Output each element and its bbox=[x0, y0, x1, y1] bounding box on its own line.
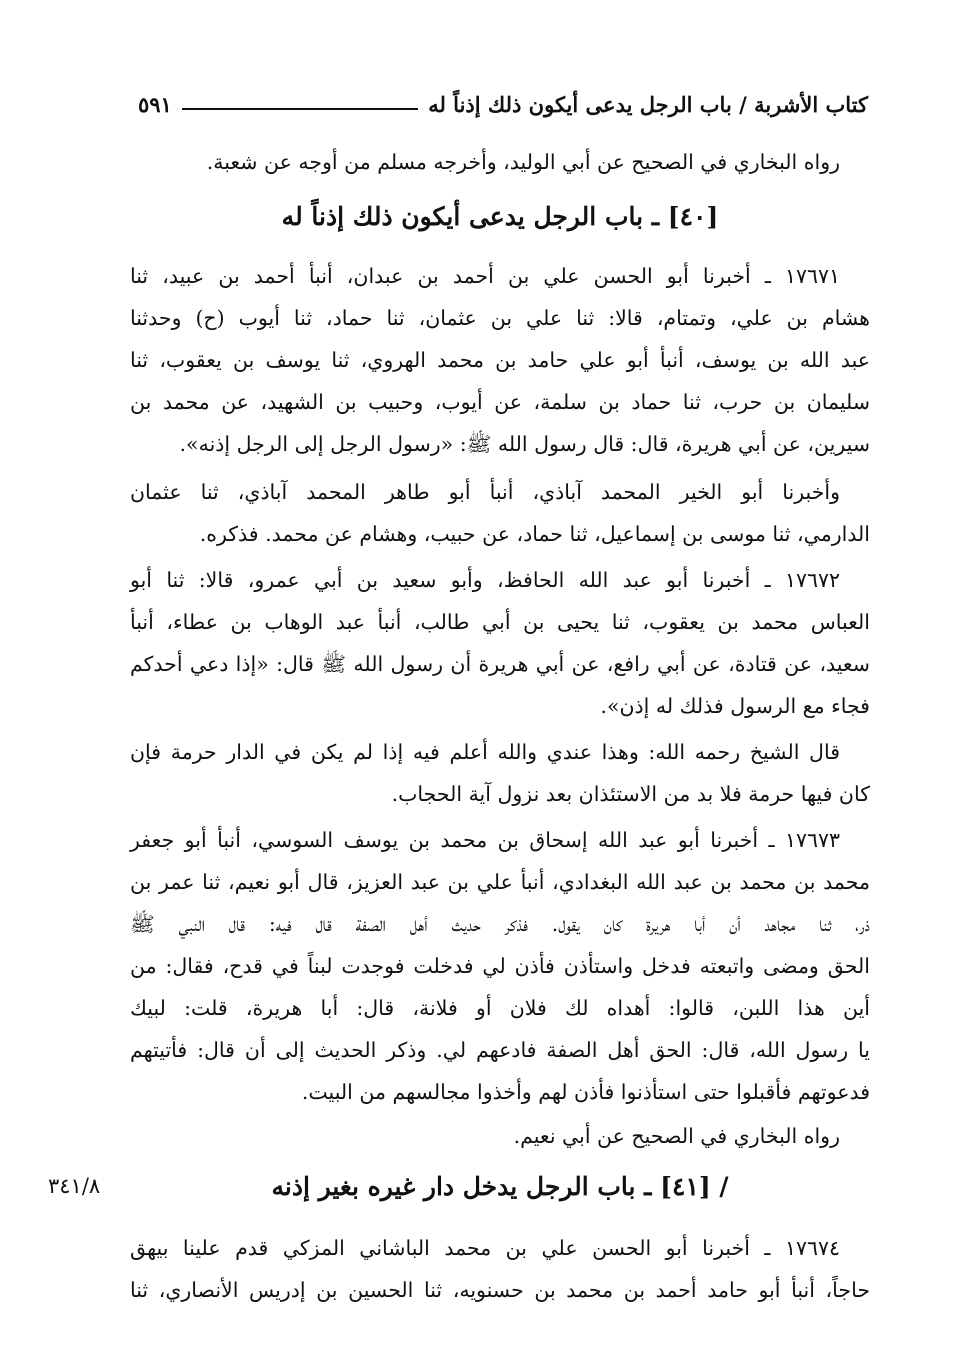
chapter-heading-40: [٤٠] ـ باب الرجل يدعى أيكون ذلك إذناً له bbox=[281, 202, 719, 231]
text-line: سيرين، عن أبي هريرة، قال: قال رسول الله ﷺ: «رسول الرجل إلى الرجل إذنه». bbox=[179, 432, 870, 456]
text-line: سعيد، عن قتادة، عن أبي رافع، عن أبي هريرة أن رسول الله ﷺ قال: «إذا دعي أحدكم bbox=[130, 652, 870, 676]
text-line: وأخبرنا أبو الخير المحمد آباذي، أنبأ أبو طاهر المحمد آباذي، ثنا عثمان bbox=[130, 480, 840, 504]
text-line: ١٧٦٧٣ ـ أخبرنا أبو عبد الله إسحاق بن محمد بن يوسف السوسي، أنبأ أبو جعفر bbox=[130, 828, 840, 852]
text-line: هشام بن علي، وتمتام، قالا: ثنا علي بن عثمان، ثنا حماد، ثنا أيوب (ح) وحدثنا bbox=[130, 306, 870, 330]
text-line: رواه البخاري في الصحيح عن أبي الوليد، وأخرجه مسلم من أوجه عن شعبة. bbox=[206, 150, 840, 174]
text-line: الدارمي، ثنا موسى بن إسماعيل، ثنا حماد، عن حبيب، وهشام عن محمد. فذكره. bbox=[199, 522, 870, 546]
text-line: رواه البخاري في الصحيح عن أبي نعيم. bbox=[513, 1124, 840, 1148]
running-head-title: كتاب الأشربة / باب الرجل يدعى أيكون ذلك إذناً له bbox=[428, 91, 868, 117]
chapter-heading-41: / [٤١] ـ باب الرجل يدخل دار غيره بغير إذنه bbox=[271, 1172, 729, 1201]
text-line: يا رسول الله، قال: الحق أهل الصفة فادعهم لي. وذكر الحديث إلى أن قال: فأتيتهم bbox=[130, 1038, 870, 1062]
page-number: ٥٩١ bbox=[138, 91, 172, 117]
text-line: أين هذا اللبن، قالوا: أهداه لك فلان أو فلانة، قال: أبا هريرة، قلت: لبيك bbox=[130, 996, 870, 1020]
text-line: الحق ومضى واتبعته فدخل واستأذن فأذن لي فدخلت فوجدت لبناً في قدح، فقال: من bbox=[130, 954, 870, 978]
text-line: كان فيها حرمة فلا بد من الاستئذان بعد نزول آية الحجاب. bbox=[391, 782, 870, 806]
text-line: العباس محمد بن يعقوب، ثنا يحيى بن أبي طالب، أنبأ عبد الوهاب بن عطاء، أنبأ bbox=[130, 610, 870, 634]
text-line: ١٧٦٧١ ـ أخبرنا أبو الحسن علي بن أحمد بن عبدان، أنبأ أحمد بن عبيد، ثنا bbox=[130, 264, 840, 288]
margin-reference: ٣٤١/٨ bbox=[48, 1174, 101, 1198]
text-line: ١٧٦٧٢ ـ أخبرنا أبو عبد الله الحافظ، وأبو سعيد بن أبي عمرو، قالا: ثنا أبو bbox=[130, 568, 840, 592]
running-head-rule bbox=[182, 108, 418, 110]
text-line: فدعوتهم فأقبلوا حتى استأذنوا فأذن لهم وأخذوا مجالسهم من البيت. bbox=[301, 1080, 870, 1104]
text-line: قال الشيخ رحمه الله: وهذا عندي والله أعلم فيه إذا لم يكن في الدار حرمة فإن bbox=[130, 740, 840, 764]
text-line: ذر، ثنا مجاهد أن أبا هريرة كان يقول. فذكر حديث أهل الصفة قال فيه: قال النبي ﷺ bbox=[130, 912, 870, 936]
text-line: فجاء مع الرسول فذلك له إذن». bbox=[600, 694, 870, 718]
text-line: عبد الله بن يوسف، أنبأ أبو علي حامد بن محمد الهروي، ثنا يوسف بن يعقوب، ثنا bbox=[130, 348, 870, 372]
text-line: ١٧٦٧٤ ـ أخبرنا أبو الحسن علي بن محمد الباشاني المزكي قدم علينا بيهق bbox=[130, 1236, 840, 1260]
text-line: حاجاً، أنبأ أبو حامد أحمد بن محمد بن حسنويه، ثنا الحسين بن إدريس الأنصاري، ثنا bbox=[130, 1278, 870, 1302]
running-head bbox=[138, 82, 868, 126]
text-line: محمد بن محمد بن عبد الله البغدادي، أنبأ علي بن عبد العزيز، قال أبو نعيم، ثنا عمر بن bbox=[130, 870, 870, 894]
text-line: سليمان بن حرب، ثنا حماد بن سلمة، عن أيوب، وحبيب بن الشهيد، عن محمد بن bbox=[130, 390, 870, 414]
